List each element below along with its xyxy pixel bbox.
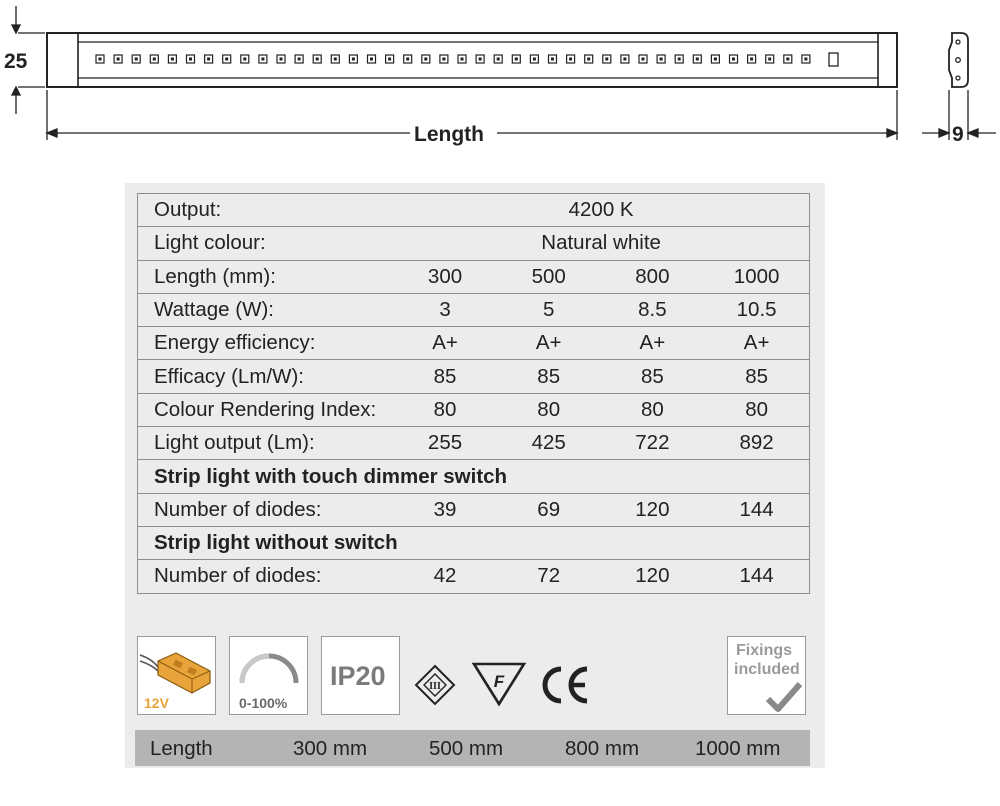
- cell-value: 892: [704, 427, 809, 460]
- diode-core: [388, 58, 391, 61]
- diode-core: [714, 58, 717, 61]
- cell-value: 300: [393, 260, 497, 293]
- checkmark-icon: [764, 681, 804, 713]
- dimmer-icon: [229, 636, 308, 715]
- section-header-row: [138, 526, 810, 559]
- height-label: 25: [4, 50, 28, 73]
- diode-core: [225, 58, 228, 61]
- depth-label: 9: [952, 123, 964, 146]
- fixings-included-icon: [727, 636, 806, 715]
- ip20-icon: [321, 636, 400, 715]
- colour-value: Natural white: [393, 227, 809, 260]
- ce-mark-icon: [533, 661, 593, 709]
- cell-value: 500: [497, 260, 601, 293]
- row-label: Colour Rendering Index:: [138, 393, 394, 426]
- diode-core: [189, 58, 192, 61]
- cell-value: 144: [704, 560, 809, 593]
- connector-12v-icon: [137, 636, 216, 715]
- cell-value: 85: [393, 360, 497, 393]
- cell-value: 425: [497, 427, 601, 460]
- cell-value: 722: [601, 427, 705, 460]
- voltage-label: 12V: [144, 695, 169, 711]
- cell-value: 120: [601, 493, 705, 526]
- dimmer-range-label: 0-100%: [239, 695, 288, 711]
- diode-core: [298, 58, 301, 61]
- diode-core: [171, 58, 174, 61]
- cell-value: 255: [393, 427, 497, 460]
- diode-core: [243, 58, 246, 61]
- diode-core: [804, 58, 807, 61]
- strip-light-drawing: [0, 0, 1000, 180]
- cell-value: A+: [497, 327, 601, 360]
- diode-core: [605, 58, 608, 61]
- diode-core: [623, 58, 626, 61]
- diode-core: [768, 58, 771, 61]
- row-label: Wattage (W):: [138, 293, 394, 326]
- row-label: Light colour:: [138, 227, 394, 260]
- section-title-plain: Strip light without switch: [138, 526, 810, 559]
- table-row: [138, 293, 810, 326]
- fixings-label: Fixings: [736, 642, 793, 659]
- cell-value: A+: [704, 327, 809, 360]
- diode-core: [280, 58, 283, 61]
- ip-rating-label: IP20: [330, 661, 386, 691]
- row-label: Efficacy (Lm/W):: [138, 360, 394, 393]
- row-label: Number of diodes:: [138, 560, 394, 593]
- diode-core: [660, 58, 663, 61]
- diode-row: [96, 55, 810, 63]
- diode-core: [750, 58, 753, 61]
- section-header-row: [138, 460, 810, 493]
- footer-size: 800 mm: [565, 737, 640, 760]
- diode-core: [551, 58, 554, 61]
- cell-value: 72: [497, 560, 601, 593]
- cell-value: 80: [601, 393, 705, 426]
- diode-core: [261, 58, 264, 61]
- diode-core: [497, 58, 500, 61]
- row-label: Length (mm):: [138, 260, 394, 293]
- cell-value: 8.5: [601, 293, 705, 326]
- table-row: [138, 393, 810, 426]
- cell-value: 69: [497, 493, 601, 526]
- diode-core: [207, 58, 210, 61]
- footer-size: 300 mm: [293, 737, 368, 760]
- diode-core: [696, 58, 699, 61]
- diode-core: [569, 58, 572, 61]
- row-label: Number of diodes:: [138, 493, 394, 526]
- end-profile: [949, 33, 968, 87]
- table-row: [138, 260, 810, 293]
- switch-icon: [829, 53, 838, 66]
- cell-value: 10.5: [704, 293, 809, 326]
- diode-core: [135, 58, 138, 61]
- cell-value: 85: [601, 360, 705, 393]
- row-label: Light output (Lm):: [138, 427, 394, 460]
- diode-core: [642, 58, 645, 61]
- diode-core: [406, 58, 409, 61]
- spec-table: [137, 193, 810, 594]
- cell-value: 80: [497, 393, 601, 426]
- footer-size: 1000 mm: [695, 737, 781, 760]
- section-title-dimmer: Strip light with touch dimmer switch: [138, 460, 810, 493]
- cell-value: A+: [601, 327, 705, 360]
- diode-core: [370, 58, 373, 61]
- class-iii-icon: [413, 663, 457, 707]
- table-row: [138, 194, 810, 227]
- diode-core: [461, 58, 464, 61]
- diode-core: [732, 58, 735, 61]
- f-mark-icon: [470, 660, 528, 708]
- cell-value: 39: [393, 493, 497, 526]
- class-iii-label: III: [429, 681, 441, 692]
- footer-size: 500 mm: [429, 737, 504, 760]
- cell-value: 85: [497, 360, 601, 393]
- diode-core: [424, 58, 427, 61]
- output-value: 4200 K: [393, 194, 809, 227]
- table-row: [138, 360, 810, 393]
- included-label: included: [734, 661, 800, 678]
- diode-core: [479, 58, 482, 61]
- diode-core: [352, 58, 355, 61]
- cell-value: 1000: [704, 260, 809, 293]
- length-label: Length: [414, 123, 484, 146]
- diode-core: [442, 58, 445, 61]
- cell-value: 3: [393, 293, 497, 326]
- diode-core: [786, 58, 789, 61]
- table-row: [138, 560, 810, 593]
- diode-core: [334, 58, 337, 61]
- cell-value: 42: [393, 560, 497, 593]
- diode-core: [117, 58, 120, 61]
- diode-core: [533, 58, 536, 61]
- f-mark-label: F: [493, 672, 505, 691]
- cell-value: A+: [393, 327, 497, 360]
- table-row: [138, 227, 810, 260]
- diode-core: [678, 58, 681, 61]
- cell-value: 80: [393, 393, 497, 426]
- cell-value: 85: [704, 360, 809, 393]
- diode-core: [99, 58, 102, 61]
- cell-value: 80: [704, 393, 809, 426]
- table-row: [138, 327, 810, 360]
- diode-core: [587, 58, 590, 61]
- table-row: [138, 493, 810, 526]
- diode-core: [153, 58, 156, 61]
- diode-core: [316, 58, 319, 61]
- diode-core: [515, 58, 518, 61]
- cell-value: 120: [601, 560, 705, 593]
- row-label: Energy efficiency:: [138, 327, 394, 360]
- cell-value: 800: [601, 260, 705, 293]
- footer-label: Length: [150, 737, 213, 760]
- length-footer-bar: [135, 730, 810, 766]
- cell-value: 5: [497, 293, 601, 326]
- row-label: Output:: [138, 194, 394, 227]
- table-row: [138, 427, 810, 460]
- cell-value: 144: [704, 493, 809, 526]
